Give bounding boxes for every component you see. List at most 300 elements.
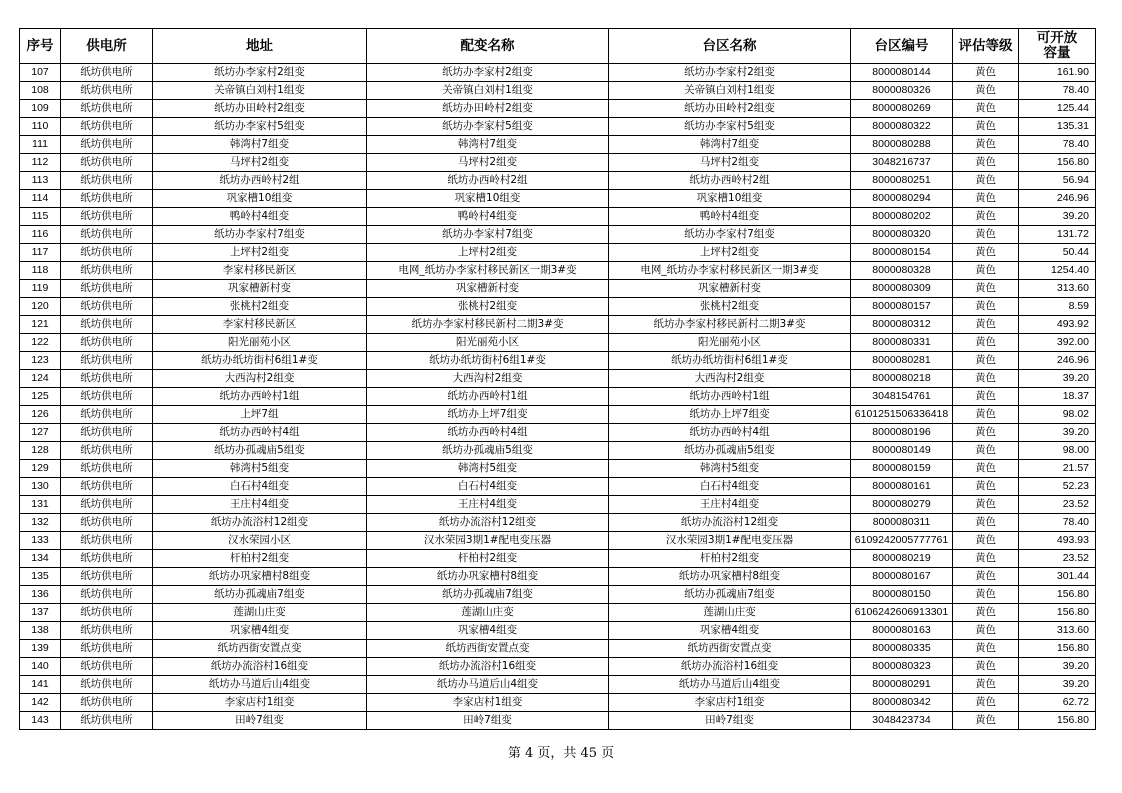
cell-capacity: 493.93: [1019, 532, 1096, 550]
cell-index: 127: [20, 424, 61, 442]
table-row: [20, 64, 1096, 82]
cell-transformer-name: 纸坊办西岭村4组: [367, 424, 609, 442]
cell-address: 王庄村4组变: [153, 496, 367, 514]
cell-area-code: 6109242005777761: [851, 532, 953, 550]
cell-rating: 黄色: [953, 532, 1019, 550]
cell-index: 134: [20, 550, 61, 568]
cell-transformer-name: 杆柏村2组变: [367, 550, 609, 568]
cell-index: 121: [20, 316, 61, 334]
cell-transformer-name: 纸坊办西岭村2组: [367, 172, 609, 190]
cell-area-name: 纸坊办西岭村1组: [609, 388, 851, 406]
cell-rating: 黄色: [953, 658, 1019, 676]
cell-area-code: 8000080322: [851, 118, 953, 136]
cell-capacity: 301.44: [1019, 568, 1096, 586]
cell-station: 纸坊供电所: [61, 298, 153, 316]
cell-rating: 黄色: [953, 604, 1019, 622]
table-row: [20, 568, 1096, 586]
header-index: 序号: [20, 29, 61, 64]
cell-area-name: 纸坊办李家村5组变: [609, 118, 851, 136]
cell-capacity: 156.80: [1019, 586, 1096, 604]
cell-address: 巩家槽新村变: [153, 280, 367, 298]
cell-area-code: 8000080154: [851, 244, 953, 262]
cell-capacity: 18.37: [1019, 388, 1096, 406]
cell-capacity: 392.00: [1019, 334, 1096, 352]
cell-index: 118: [20, 262, 61, 280]
cell-address: 阳光丽苑小区: [153, 334, 367, 352]
cell-address: 巩家槽10组变: [153, 190, 367, 208]
cell-transformer-name: 纸坊办流浴村16组变: [367, 658, 609, 676]
cell-area-name: 纸坊办孤魂庙5组变: [609, 442, 851, 460]
cell-transformer-name: 巩家槽4组变: [367, 622, 609, 640]
table-row: [20, 694, 1096, 712]
cell-area-code: 8000080309: [851, 280, 953, 298]
cell-index: 139: [20, 640, 61, 658]
cell-area-name: 电网_纸坊办李家村移民新区一期3#变: [609, 262, 851, 280]
cell-capacity: 23.52: [1019, 550, 1096, 568]
cell-address: 纸坊办孤魂庙5组变: [153, 442, 367, 460]
cell-index: 107: [20, 64, 61, 82]
cell-transformer-name: 鸭岭村4组变: [367, 208, 609, 226]
header-capacity: [1019, 29, 1096, 64]
cell-capacity: 39.20: [1019, 424, 1096, 442]
cell-index: 117: [20, 244, 61, 262]
table-row: [20, 226, 1096, 244]
cell-transformer-name: 纸坊办孤魂庙7组变: [367, 586, 609, 604]
cell-rating: 黄色: [953, 262, 1019, 280]
cell-transformer-name: 纸坊办田岭村2组变: [367, 100, 609, 118]
cell-station: 纸坊供电所: [61, 82, 153, 100]
cell-address: 上坪7组: [153, 406, 367, 424]
cell-area-name: 韩湾村5组变: [609, 460, 851, 478]
cell-index: 133: [20, 532, 61, 550]
cell-station: 纸坊供电所: [61, 658, 153, 676]
table-row: [20, 154, 1096, 172]
cell-station: 纸坊供电所: [61, 262, 153, 280]
cell-index: 135: [20, 568, 61, 586]
cell-rating: 黄色: [953, 370, 1019, 388]
cell-station: 纸坊供电所: [61, 64, 153, 82]
cell-transformer-name: 张桃村2组变: [367, 298, 609, 316]
cell-transformer-name: 电网_纸坊办李家村移民新区一期3#变: [367, 262, 609, 280]
cell-address: 上坪村2组变: [153, 244, 367, 262]
cell-rating: 黄色: [953, 316, 1019, 334]
cell-transformer-name: 李家店村1组变: [367, 694, 609, 712]
table-row: [20, 550, 1096, 568]
cell-rating: 黄色: [953, 172, 1019, 190]
cell-station: 纸坊供电所: [61, 586, 153, 604]
header-address: 地址: [153, 29, 367, 64]
cell-rating: 黄色: [953, 406, 1019, 424]
cell-capacity: 39.20: [1019, 676, 1096, 694]
header-transformer-name: 配变名称: [367, 29, 609, 64]
cell-index: 114: [20, 190, 61, 208]
cell-capacity: 156.80: [1019, 640, 1096, 658]
cell-transformer-name: 王庄村4组变: [367, 496, 609, 514]
cell-station: 纸坊供电所: [61, 442, 153, 460]
cell-index: 115: [20, 208, 61, 226]
table-row: [20, 388, 1096, 406]
cell-area-code: 3048216737: [851, 154, 953, 172]
cell-capacity: 493.92: [1019, 316, 1096, 334]
cell-area-code: 8000080251: [851, 172, 953, 190]
cell-index: 137: [20, 604, 61, 622]
cell-capacity: 39.20: [1019, 208, 1096, 226]
cell-area-name: 杆柏村2组变: [609, 550, 851, 568]
cell-area-code: 8000080294: [851, 190, 953, 208]
cell-area-code: 8000080202: [851, 208, 953, 226]
cell-address: 汉水荣园小区: [153, 532, 367, 550]
cell-index: 131: [20, 496, 61, 514]
table-header-row: [20, 29, 1096, 64]
header-area-code: 台区编号: [851, 29, 953, 64]
cell-rating: 黄色: [953, 226, 1019, 244]
cell-address: 关帝镇白刘村1组变: [153, 82, 367, 100]
cell-rating: 黄色: [953, 118, 1019, 136]
cell-rating: 黄色: [953, 352, 1019, 370]
cell-index: 124: [20, 370, 61, 388]
cell-area-code: 8000080218: [851, 370, 953, 388]
cell-index: 143: [20, 712, 61, 730]
cell-rating: 黄色: [953, 388, 1019, 406]
cell-index: 136: [20, 586, 61, 604]
cell-area-name: 纸坊办孤魂庙7组变: [609, 586, 851, 604]
cell-area-name: 纸坊办流浴村12组变: [609, 514, 851, 532]
cell-capacity: 246.96: [1019, 352, 1096, 370]
cell-area-code: 8000080269: [851, 100, 953, 118]
cell-area-code: 8000080328: [851, 262, 953, 280]
table-row: [20, 136, 1096, 154]
cell-address: 纸坊办孤魂庙7组变: [153, 586, 367, 604]
cell-area-name: 纸坊办田岭村2组变: [609, 100, 851, 118]
cell-transformer-name: 纸坊办孤魂庙5组变: [367, 442, 609, 460]
cell-area-code: 8000080144: [851, 64, 953, 82]
cell-area-code: 3048154761: [851, 388, 953, 406]
cell-area-code: 8000080219: [851, 550, 953, 568]
table-row: [20, 442, 1096, 460]
cell-transformer-name: 纸坊办李家村5组变: [367, 118, 609, 136]
table-row: [20, 676, 1096, 694]
cell-station: 纸坊供电所: [61, 190, 153, 208]
cell-area-code: 8000080163: [851, 622, 953, 640]
cell-area-name: 田岭7组变: [609, 712, 851, 730]
cell-area-code: 8000080288: [851, 136, 953, 154]
cell-area-code: 8000080320: [851, 226, 953, 244]
cell-area-code: 8000080150: [851, 586, 953, 604]
cell-capacity: 156.80: [1019, 154, 1096, 172]
cell-area-code: 8000080157: [851, 298, 953, 316]
cell-index: 141: [20, 676, 61, 694]
cell-area-name: 纸坊办马道后山4组变: [609, 676, 851, 694]
table-row: [20, 622, 1096, 640]
cell-capacity: 23.52: [1019, 496, 1096, 514]
cell-address: 纸坊办马道后山4组变: [153, 676, 367, 694]
cell-area-name: 纸坊办西岭村2组: [609, 172, 851, 190]
header-capacity-label: 可开放容量: [1036, 30, 1078, 61]
cell-transformer-name: 田岭7组变: [367, 712, 609, 730]
cell-rating: 黄色: [953, 442, 1019, 460]
cell-station: 纸坊供电所: [61, 208, 153, 226]
cell-area-code: 8000080149: [851, 442, 953, 460]
cell-capacity: 62.72: [1019, 694, 1096, 712]
cell-transformer-name: 纸坊办流浴村12组变: [367, 514, 609, 532]
cell-area-name: 大西沟村2组变: [609, 370, 851, 388]
cell-transformer-name: 巩家槽10组变: [367, 190, 609, 208]
cell-address: 纸坊办西岭村4组: [153, 424, 367, 442]
cell-area-code: 8000080312: [851, 316, 953, 334]
cell-index: 108: [20, 82, 61, 100]
cell-index: 120: [20, 298, 61, 316]
cell-capacity: 39.20: [1019, 370, 1096, 388]
cell-area-name: 鸭岭村4组变: [609, 208, 851, 226]
cell-capacity: 135.31: [1019, 118, 1096, 136]
cell-station: 纸坊供电所: [61, 676, 153, 694]
cell-rating: 黄色: [953, 100, 1019, 118]
cell-area-code: 8000080167: [851, 568, 953, 586]
cell-address: 莲湖山庄变: [153, 604, 367, 622]
cell-area-name: 纸坊办李家村移民新村二期3#变: [609, 316, 851, 334]
cell-transformer-name: 纸坊办李家村7组变: [367, 226, 609, 244]
cell-address: 张桃村2组变: [153, 298, 367, 316]
table-row: [20, 640, 1096, 658]
table-row: [20, 190, 1096, 208]
cell-address: 纸坊办流浴村16组变: [153, 658, 367, 676]
cell-area-code: 8000080326: [851, 82, 953, 100]
table-body: [20, 64, 1096, 730]
cell-rating: 黄色: [953, 514, 1019, 532]
cell-transformer-name: 汉水荣园3期1#配电变压器: [367, 532, 609, 550]
cell-address: 纸坊办李家村7组变: [153, 226, 367, 244]
cell-rating: 黄色: [953, 136, 1019, 154]
cell-rating: 黄色: [953, 154, 1019, 172]
cell-address: 李家村移民新区: [153, 262, 367, 280]
cell-address: 大西沟村2组变: [153, 370, 367, 388]
cell-address: 田岭7组变: [153, 712, 367, 730]
cell-rating: 黄色: [953, 712, 1019, 730]
cell-address: 纸坊办田岭村2组变: [153, 100, 367, 118]
cell-station: 纸坊供电所: [61, 244, 153, 262]
cell-area-name: 纸坊办纸坊街村6组1#变: [609, 352, 851, 370]
cell-capacity: 21.57: [1019, 460, 1096, 478]
cell-rating: 黄色: [953, 586, 1019, 604]
cell-rating: 黄色: [953, 334, 1019, 352]
cell-rating: 黄色: [953, 190, 1019, 208]
cell-station: 纸坊供电所: [61, 424, 153, 442]
cell-area-name: 巩家槽新村变: [609, 280, 851, 298]
cell-rating: 黄色: [953, 208, 1019, 226]
cell-station: 纸坊供电所: [61, 622, 153, 640]
cell-index: 142: [20, 694, 61, 712]
cell-area-name: 阳光丽苑小区: [609, 334, 851, 352]
cell-address: 纸坊办流浴村12组变: [153, 514, 367, 532]
cell-rating: 黄色: [953, 280, 1019, 298]
cell-rating: 黄色: [953, 64, 1019, 82]
table-row: [20, 352, 1096, 370]
cell-area-name: 马坪村2组变: [609, 154, 851, 172]
cell-index: 111: [20, 136, 61, 154]
cell-index: 110: [20, 118, 61, 136]
table-row: [20, 280, 1096, 298]
cell-rating: 黄色: [953, 496, 1019, 514]
cell-station: 纸坊供电所: [61, 478, 153, 496]
cell-area-name: 张桃村2组变: [609, 298, 851, 316]
cell-index: 109: [20, 100, 61, 118]
cell-rating: 黄色: [953, 424, 1019, 442]
table-row: [20, 478, 1096, 496]
cell-area-code: 8000080281: [851, 352, 953, 370]
cell-transformer-name: 纸坊办纸坊街村6组1#变: [367, 352, 609, 370]
cell-address: 纸坊办李家村5组变: [153, 118, 367, 136]
cell-transformer-name: 韩湾村7组变: [367, 136, 609, 154]
cell-station: 纸坊供电所: [61, 226, 153, 244]
cell-capacity: 56.94: [1019, 172, 1096, 190]
cell-station: 纸坊供电所: [61, 550, 153, 568]
cell-station: 纸坊供电所: [61, 136, 153, 154]
cell-area-code: 8000080311: [851, 514, 953, 532]
table-row: [20, 496, 1096, 514]
cell-capacity: 131.72: [1019, 226, 1096, 244]
cell-index: 116: [20, 226, 61, 244]
table-row: [20, 658, 1096, 676]
cell-transformer-name: 大西沟村2组变: [367, 370, 609, 388]
cell-area-name: 纸坊办巩家槽村8组变: [609, 568, 851, 586]
cell-station: 纸坊供电所: [61, 370, 153, 388]
cell-station: 纸坊供电所: [61, 172, 153, 190]
cell-rating: 黄色: [953, 244, 1019, 262]
cell-transformer-name: 纸坊办李家村移民新村二期3#变: [367, 316, 609, 334]
cell-index: 132: [20, 514, 61, 532]
cell-index: 112: [20, 154, 61, 172]
cell-area-code: 8000080291: [851, 676, 953, 694]
page-footer: 第 4 页，共 45 页: [507, 746, 615, 761]
cell-capacity: 98.00: [1019, 442, 1096, 460]
table-row: [20, 604, 1096, 622]
table-row: [20, 244, 1096, 262]
cell-index: 140: [20, 658, 61, 676]
cell-station: 纸坊供电所: [61, 532, 153, 550]
table-row: [20, 298, 1096, 316]
cell-rating: 黄色: [953, 676, 1019, 694]
table-row: [20, 172, 1096, 190]
cell-rating: 黄色: [953, 298, 1019, 316]
cell-address: 韩湾村7组变: [153, 136, 367, 154]
cell-address: 鸭岭村4组变: [153, 208, 367, 226]
cell-capacity: 246.96: [1019, 190, 1096, 208]
cell-transformer-name: 白石村4组变: [367, 478, 609, 496]
cell-area-name: 白石村4组变: [609, 478, 851, 496]
cell-station: 纸坊供电所: [61, 604, 153, 622]
cell-capacity: 161.90: [1019, 64, 1096, 82]
cell-transformer-name: 纸坊办马道后山4组变: [367, 676, 609, 694]
cell-address: 纸坊办西岭村2组: [153, 172, 367, 190]
cell-area-code: 8000080279: [851, 496, 953, 514]
table-row: [20, 460, 1096, 478]
cell-area-name: 纸坊办西岭村4组: [609, 424, 851, 442]
cell-station: 纸坊供电所: [61, 640, 153, 658]
cell-index: 122: [20, 334, 61, 352]
table-row: [20, 712, 1096, 730]
cell-transformer-name: 纸坊办上坪7组变: [367, 406, 609, 424]
cell-capacity: 1254.40: [1019, 262, 1096, 280]
cell-address: 李家店村1组变: [153, 694, 367, 712]
cell-area-name: 韩湾村7组变: [609, 136, 851, 154]
cell-capacity: 125.44: [1019, 100, 1096, 118]
table-row: [20, 82, 1096, 100]
cell-area-name: 纸坊办流浴村16组变: [609, 658, 851, 676]
cell-transformer-name: 巩家槽新村变: [367, 280, 609, 298]
cell-index: 123: [20, 352, 61, 370]
cell-rating: 黄色: [953, 694, 1019, 712]
cell-transformer-name: 纸坊办李家村2组变: [367, 64, 609, 82]
cell-station: 纸坊供电所: [61, 712, 153, 730]
cell-address: 纸坊办西岭村1组: [153, 388, 367, 406]
cell-rating: 黄色: [953, 478, 1019, 496]
cell-station: 纸坊供电所: [61, 154, 153, 172]
cell-area-name: 纸坊西街安置点变: [609, 640, 851, 658]
cell-capacity: 156.80: [1019, 604, 1096, 622]
cell-index: 129: [20, 460, 61, 478]
cell-capacity: 8.59: [1019, 298, 1096, 316]
cell-area-code: 6106242606913301: [851, 604, 953, 622]
cell-station: 纸坊供电所: [61, 460, 153, 478]
cell-address: 李家村移民新区: [153, 316, 367, 334]
cell-capacity: 98.02: [1019, 406, 1096, 424]
cell-area-code: 3048423734: [851, 712, 953, 730]
cell-transformer-name: 马坪村2组变: [367, 154, 609, 172]
table-row: [20, 532, 1096, 550]
table-row: [20, 586, 1096, 604]
table-row: [20, 118, 1096, 136]
cell-index: 130: [20, 478, 61, 496]
cell-area-name: 莲湖山庄变: [609, 604, 851, 622]
cell-address: 巩家槽4组变: [153, 622, 367, 640]
cell-area-name: 关帝镇白刘村1组变: [609, 82, 851, 100]
cell-area-name: 巩家槽10组变: [609, 190, 851, 208]
table-row: [20, 316, 1096, 334]
cell-index: 119: [20, 280, 61, 298]
cell-address: 纸坊办李家村2组变: [153, 64, 367, 82]
cell-station: 纸坊供电所: [61, 514, 153, 532]
table-row: [20, 334, 1096, 352]
cell-capacity: 78.40: [1019, 514, 1096, 532]
capacity-table: [19, 28, 1096, 730]
cell-capacity: 156.80: [1019, 712, 1096, 730]
cell-rating: 黄色: [953, 82, 1019, 100]
table-row: [20, 262, 1096, 280]
header-area-name: 台区名称: [609, 29, 851, 64]
cell-rating: 黄色: [953, 640, 1019, 658]
cell-station: 纸坊供电所: [61, 316, 153, 334]
cell-area-code: 8000080196: [851, 424, 953, 442]
cell-capacity: 313.60: [1019, 280, 1096, 298]
cell-rating: 黄色: [953, 568, 1019, 586]
table-row: [20, 424, 1096, 442]
cell-capacity: 50.44: [1019, 244, 1096, 262]
cell-area-name: 纸坊办李家村2组变: [609, 64, 851, 82]
cell-capacity: 78.40: [1019, 136, 1096, 154]
cell-transformer-name: 上坪村2组变: [367, 244, 609, 262]
cell-area-code: 8000080342: [851, 694, 953, 712]
cell-capacity: 313.60: [1019, 622, 1096, 640]
header-station: 供电所: [61, 29, 153, 64]
cell-transformer-name: 纸坊西街安置点变: [367, 640, 609, 658]
cell-rating: 黄色: [953, 460, 1019, 478]
cell-area-name: 纸坊办李家村7组变: [609, 226, 851, 244]
cell-address: 纸坊办巩家槽村8组变: [153, 568, 367, 586]
cell-station: 纸坊供电所: [61, 100, 153, 118]
cell-transformer-name: 韩湾村5组变: [367, 460, 609, 478]
cell-area-code: 6101251506336418: [851, 406, 953, 424]
cell-station: 纸坊供电所: [61, 496, 153, 514]
